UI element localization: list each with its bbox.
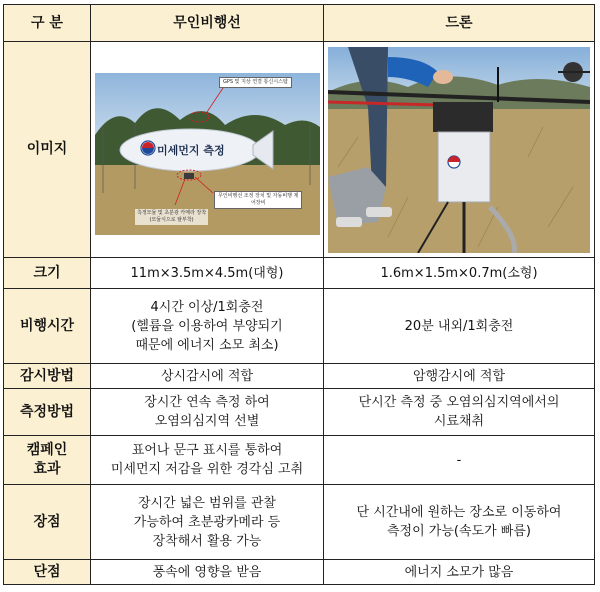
- drone-campaign: -: [324, 436, 595, 485]
- airship-campaign: 표어나 문구 표시를 통하여 미세먼지 저감을 위한 경각심 고취: [91, 436, 324, 485]
- row-label-campaign: 캠페인 효과: [4, 436, 91, 485]
- airship-image: [95, 65, 320, 235]
- header-drone: 드론: [324, 5, 595, 42]
- drone-image: [328, 47, 590, 253]
- row-label-monitor: 감시방법: [4, 364, 91, 389]
- airship-image-cell: [91, 42, 324, 258]
- header-airship: 무인비행선: [91, 5, 324, 42]
- camera-caption: 측정모듈 및 초분광 카메라 장착 (모듈식으로 탈부착): [137, 209, 207, 223]
- drone-flight: 20분 내외/1회충전: [324, 289, 595, 364]
- airship-monitor: 상시감시에 적합: [91, 364, 324, 389]
- airship-flight: 4시간 이상/1회충전 (헬륨을 이용하여 부양되기 때문에 에너지 소모 최소): [91, 289, 324, 364]
- row-label-pros: 장점: [4, 485, 91, 560]
- drone-image-cell: [324, 42, 595, 258]
- airship-measure: 장시간 연속 측정 하여 오염의심지역 선별: [91, 389, 324, 436]
- row-label-measure: 측정방법: [4, 389, 91, 436]
- airship-size: 11m×3.5m×4.5m(대형): [91, 258, 324, 289]
- airship-pros: 장시간 넓은 범위를 관찰 가능하여 초분광카메라 등 장착해서 활용 가능: [91, 485, 324, 560]
- drone-size: 1.6m×1.5m×0.7m(소형): [324, 258, 595, 289]
- airship-cons: 풍속에 영향을 받음: [91, 560, 324, 585]
- airship-body-text: 미세먼지 측정: [157, 143, 225, 157]
- row-label-size: 크기: [4, 258, 91, 289]
- control-callout: 무인비행선 조정 장치 및 자동비행 제 어장비: [214, 191, 302, 209]
- gps-callout: GPS 및 지상 연결 통신시스템: [219, 77, 292, 88]
- header-category: 구 분: [4, 5, 91, 42]
- row-label-flight: 비행시간: [4, 289, 91, 364]
- drone-cons: 에너지 소모가 많음: [324, 560, 595, 585]
- drone-measure: 단시간 측정 중 오염의심지역에서의 시료채취: [324, 389, 595, 436]
- comparison-table: [3, 4, 595, 585]
- row-label-image: 이미지: [4, 42, 91, 258]
- drone-monitor: 암행감시에 적합: [324, 364, 595, 389]
- drone-pros: 단 시간내에 원하는 장소로 이동하여 측정이 가능(속도가 빠름): [324, 485, 595, 560]
- drone-photo-illustration: [328, 47, 590, 253]
- row-label-cons: 단점: [4, 560, 91, 585]
